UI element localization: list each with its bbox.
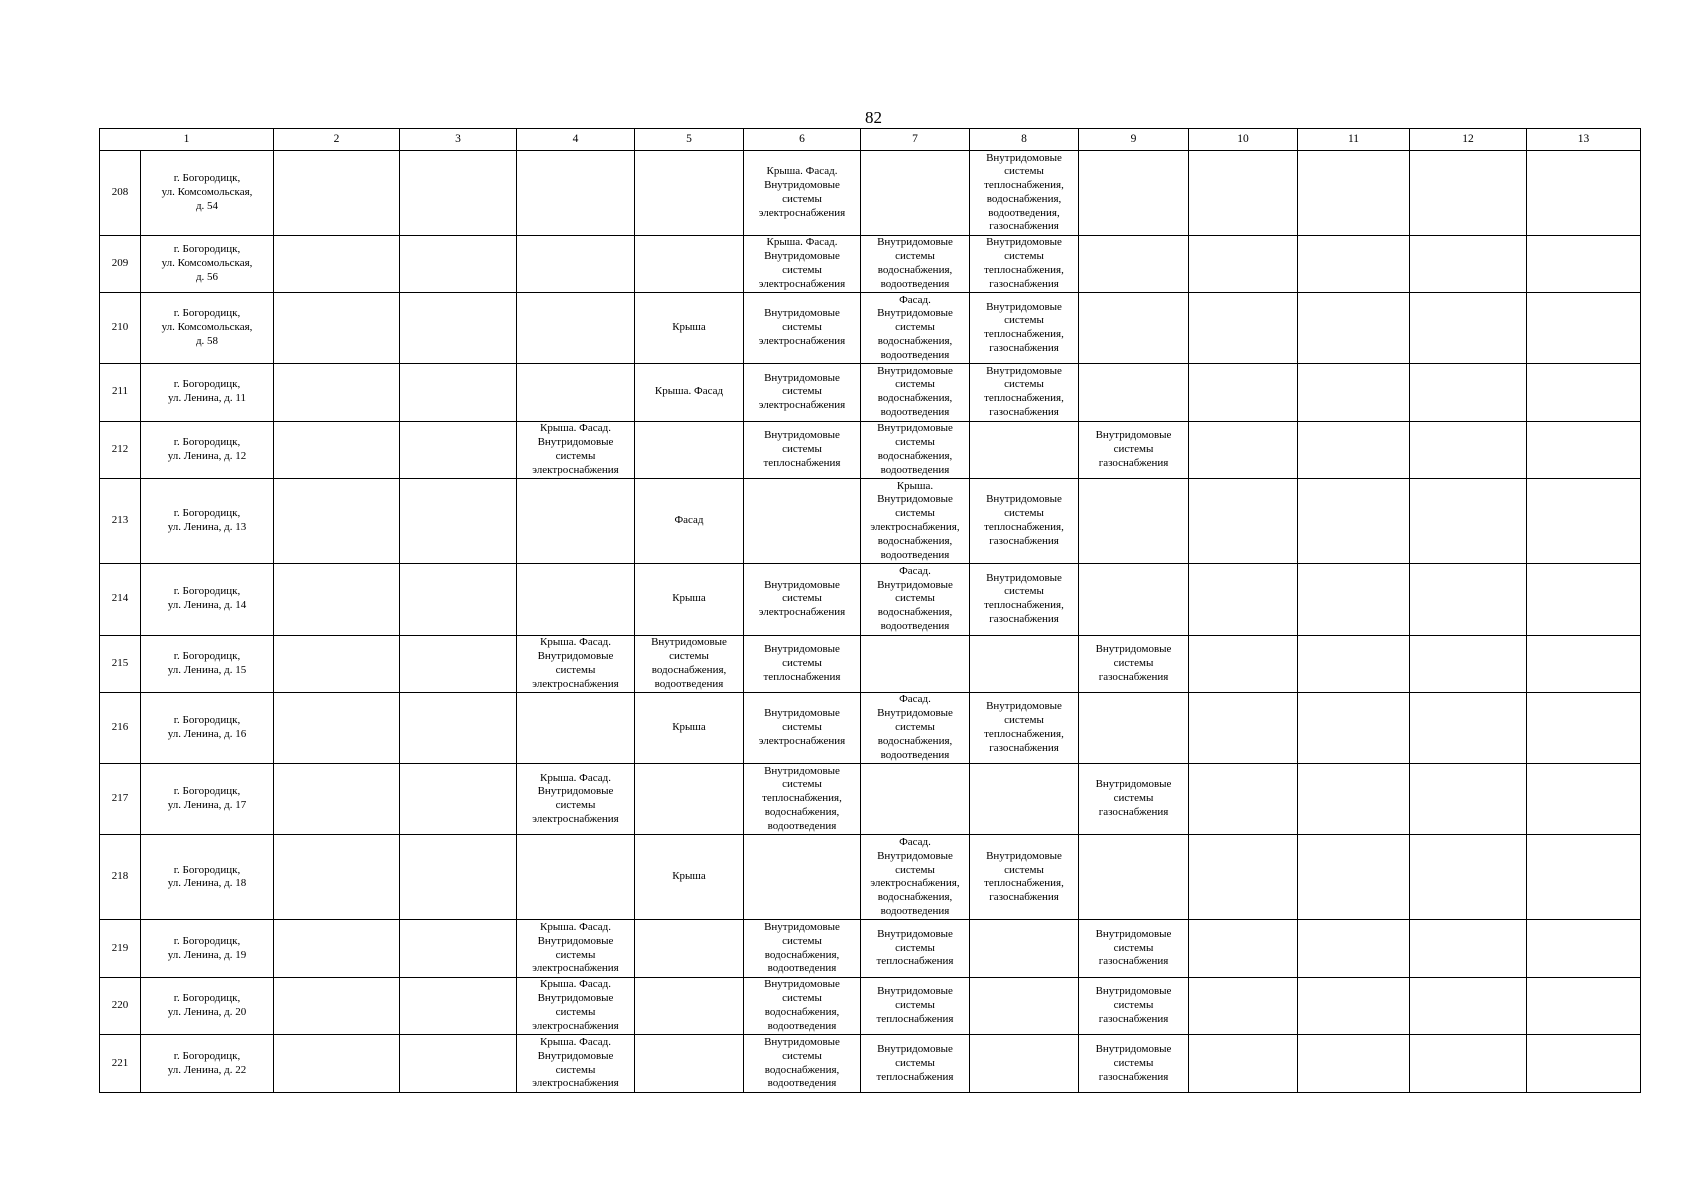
table-row (100, 1035, 1641, 1093)
work-cell-col-10 (1189, 293, 1298, 364)
work-cell-col-2 (274, 693, 400, 764)
work-cell-col-4: Крыша. Фасад. Внутридомовые системы электроснабжения (517, 977, 635, 1035)
work-cell-col-12 (1410, 763, 1527, 835)
work-cell-col-8: Внутридомовые системы теплоснабжения, газоснабжения (970, 693, 1079, 764)
work-cell-col-7: Внутридомовые системы водоснабжения, водоотведения (861, 364, 970, 422)
work-cell-col-13 (1527, 421, 1641, 479)
works-schedule-table (99, 128, 1641, 1093)
work-cell-col-7: Внутридомовые системы водоснабжения, водоотведения (861, 235, 970, 293)
work-cell-col-13 (1527, 479, 1641, 564)
work-cell-col-5 (635, 235, 744, 293)
work-cell-col-8 (970, 635, 1079, 693)
column-header: 9 (1079, 129, 1189, 151)
work-cell-col-11 (1298, 364, 1410, 422)
work-cell-col-12 (1410, 1035, 1527, 1093)
column-header: 7 (861, 129, 970, 151)
work-cell-col-4 (517, 151, 635, 236)
work-cell-col-13 (1527, 977, 1641, 1035)
column-header: 3 (400, 129, 517, 151)
column-header: 2 (274, 129, 400, 151)
work-cell-col-6: Внутридомовые системы водоснабжения, водоотведения (744, 920, 861, 978)
table-row (100, 635, 1641, 693)
work-cell-col-2 (274, 479, 400, 564)
address-cell: г. Богородицк, ул. Ленина, д. 11 (141, 364, 274, 422)
work-cell-col-11 (1298, 920, 1410, 978)
work-cell-col-10 (1189, 835, 1298, 920)
work-cell-col-12 (1410, 977, 1527, 1035)
work-cell-col-5 (635, 421, 744, 479)
row-number: 219 (100, 920, 141, 978)
work-cell-col-5: Крыша (635, 693, 744, 764)
work-cell-col-13 (1527, 151, 1641, 236)
work-cell-col-6: Крыша. Фасад. Внутридомовые системы электроснабжения (744, 235, 861, 293)
column-header: 8 (970, 129, 1079, 151)
work-cell-col-12 (1410, 479, 1527, 564)
work-cell-col-8: Внутридомовые системы теплоснабжения, газоснабжения (970, 835, 1079, 920)
work-cell-col-8: Внутридомовые системы теплоснабжения, газоснабжения (970, 293, 1079, 364)
table-row (100, 763, 1641, 835)
work-cell-col-3 (400, 977, 517, 1035)
work-cell-col-10 (1189, 693, 1298, 764)
table-body (100, 151, 1641, 1093)
work-cell-col-3 (400, 635, 517, 693)
work-cell-col-11 (1298, 479, 1410, 564)
work-cell-col-2 (274, 977, 400, 1035)
work-cell-col-7: Внутридомовые системы теплоснабжения (861, 977, 970, 1035)
work-cell-col-4 (517, 563, 635, 635)
page-number: 82 (865, 108, 882, 127)
row-number: 214 (100, 563, 141, 635)
address-cell: г. Богородицк, ул. Ленина, д. 20 (141, 977, 274, 1035)
work-cell-col-10 (1189, 421, 1298, 479)
work-cell-col-2 (274, 151, 400, 236)
work-cell-col-2 (274, 421, 400, 479)
work-cell-col-5 (635, 977, 744, 1035)
work-cell-col-11 (1298, 421, 1410, 479)
row-number: 211 (100, 364, 141, 422)
work-cell-col-2 (274, 293, 400, 364)
work-cell-col-6 (744, 835, 861, 920)
table-row (100, 235, 1641, 293)
work-cell-col-12 (1410, 421, 1527, 479)
row-number: 218 (100, 835, 141, 920)
work-cell-col-11 (1298, 563, 1410, 635)
work-cell-col-8 (970, 1035, 1079, 1093)
work-cell-col-6: Внутридомовые системы теплоснабжения (744, 635, 861, 693)
work-cell-col-7: Фасад. Внутридомовые системы водоснабжения, водоотведения (861, 693, 970, 764)
table-row (100, 151, 1641, 236)
work-cell-col-10 (1189, 763, 1298, 835)
column-header: 13 (1527, 129, 1641, 151)
work-cell-col-9 (1079, 364, 1189, 422)
work-cell-col-12 (1410, 563, 1527, 635)
work-cell-col-12 (1410, 693, 1527, 764)
table-row (100, 364, 1641, 422)
work-cell-col-2 (274, 563, 400, 635)
work-cell-col-3 (400, 293, 517, 364)
work-cell-col-12 (1410, 835, 1527, 920)
work-cell-col-5: Внутридомовые системы водоснабжения, водоотведения (635, 635, 744, 693)
table-row (100, 835, 1641, 920)
address-cell: г. Богородицк, ул. Ленина, д. 17 (141, 763, 274, 835)
work-cell-col-8: Внутридомовые системы теплоснабжения, газоснабжения (970, 479, 1079, 564)
work-cell-col-10 (1189, 920, 1298, 978)
work-cell-col-3 (400, 1035, 517, 1093)
work-cell-col-12 (1410, 235, 1527, 293)
work-cell-col-12 (1410, 920, 1527, 978)
work-cell-col-8: Внутридомовые системы теплоснабжения, водоснабжения, водоотведения, газоснабжения (970, 151, 1079, 236)
work-cell-col-6: Внутридомовые системы электроснабжения (744, 693, 861, 764)
work-cell-col-11 (1298, 693, 1410, 764)
work-cell-col-3 (400, 693, 517, 764)
column-header: 12 (1410, 129, 1527, 151)
work-cell-col-13 (1527, 235, 1641, 293)
work-cell-col-13 (1527, 364, 1641, 422)
work-cell-col-4 (517, 293, 635, 364)
row-number: 221 (100, 1035, 141, 1093)
work-cell-col-5: Крыша (635, 835, 744, 920)
work-cell-col-8: Внутридомовые системы теплоснабжения, газоснабжения (970, 235, 1079, 293)
work-cell-col-6: Внутридомовые системы теплоснабжения (744, 421, 861, 479)
row-number: 220 (100, 977, 141, 1035)
work-cell-col-9: Внутридомовые системы газоснабжения (1079, 763, 1189, 835)
work-cell-col-11 (1298, 635, 1410, 693)
work-cell-col-12 (1410, 364, 1527, 422)
work-cell-col-3 (400, 151, 517, 236)
work-cell-col-7: Крыша. Внутридомовые системы электроснабжения, водоснабжения, водоотведения (861, 479, 970, 564)
work-cell-col-3 (400, 563, 517, 635)
work-cell-col-9: Внутридомовые системы газоснабжения (1079, 635, 1189, 693)
table-row (100, 693, 1641, 764)
address-cell: г. Богородицк, ул. Ленина, д. 22 (141, 1035, 274, 1093)
work-cell-col-11 (1298, 763, 1410, 835)
row-number: 209 (100, 235, 141, 293)
work-cell-col-3 (400, 235, 517, 293)
work-cell-col-11 (1298, 151, 1410, 236)
work-cell-col-6: Внутридомовые системы электроснабжения (744, 293, 861, 364)
work-cell-col-2 (274, 763, 400, 835)
address-cell: г. Богородицк, ул. Ленина, д. 14 (141, 563, 274, 635)
work-cell-col-8 (970, 977, 1079, 1035)
work-cell-col-3 (400, 421, 517, 479)
column-header: 4 (517, 129, 635, 151)
column-header: 11 (1298, 129, 1410, 151)
row-number: 210 (100, 293, 141, 364)
work-cell-col-8 (970, 421, 1079, 479)
work-cell-col-5: Фасад (635, 479, 744, 564)
work-cell-col-5 (635, 151, 744, 236)
work-cell-col-6: Внутридомовые системы электроснабжения (744, 563, 861, 635)
work-cell-col-12 (1410, 293, 1527, 364)
work-cell-col-6: Внутридомовые системы электроснабжения (744, 364, 861, 422)
address-cell: г. Богородицк, ул. Ленина, д. 15 (141, 635, 274, 693)
work-cell-col-5: Крыша. Фасад (635, 364, 744, 422)
address-cell: г. Богородицк, ул. Ленина, д. 12 (141, 421, 274, 479)
work-cell-col-6: Крыша. Фасад. Внутридомовые системы электроснабжения (744, 151, 861, 236)
work-cell-col-9 (1079, 151, 1189, 236)
column-header: 10 (1189, 129, 1298, 151)
work-cell-col-9: Внутридомовые системы газоснабжения (1079, 421, 1189, 479)
work-cell-col-4 (517, 364, 635, 422)
work-cell-col-6: Внутридомовые системы водоснабжения, водоотведения (744, 1035, 861, 1093)
work-cell-col-7 (861, 635, 970, 693)
row-number: 215 (100, 635, 141, 693)
work-cell-col-13 (1527, 1035, 1641, 1093)
work-cell-col-9: Внутридомовые системы газоснабжения (1079, 920, 1189, 978)
table-row (100, 563, 1641, 635)
work-cell-col-10 (1189, 235, 1298, 293)
work-cell-col-7: Фасад. Внутридомовые системы водоснабжения, водоотведения (861, 563, 970, 635)
column-header: 1 (100, 129, 274, 151)
work-cell-col-3 (400, 920, 517, 978)
work-cell-col-9 (1079, 235, 1189, 293)
work-cell-col-4 (517, 235, 635, 293)
work-cell-col-11 (1298, 835, 1410, 920)
work-cell-col-9: Внутридомовые системы газоснабжения (1079, 1035, 1189, 1093)
work-cell-col-13 (1527, 293, 1641, 364)
work-cell-col-9: Внутридомовые системы газоснабжения (1079, 977, 1189, 1035)
address-cell: г. Богородицк, ул. Комсомольская, д. 54 (141, 151, 274, 236)
work-cell-col-7: Внутридомовые системы теплоснабжения (861, 1035, 970, 1093)
work-cell-col-6 (744, 479, 861, 564)
address-cell: г. Богородицк, ул. Комсомольская, д. 58 (141, 293, 274, 364)
work-cell-col-9 (1079, 479, 1189, 564)
row-number: 217 (100, 763, 141, 835)
column-number-row (100, 129, 1641, 151)
column-header: 6 (744, 129, 861, 151)
row-number: 212 (100, 421, 141, 479)
address-cell: г. Богородицк, ул. Ленина, д. 16 (141, 693, 274, 764)
work-cell-col-8: Внутридомовые системы теплоснабжения, газоснабжения (970, 563, 1079, 635)
work-cell-col-13 (1527, 693, 1641, 764)
work-cell-col-10 (1189, 635, 1298, 693)
work-cell-col-6: Внутридомовые системы водоснабжения, водоотведения (744, 977, 861, 1035)
work-cell-col-8 (970, 763, 1079, 835)
work-cell-col-13 (1527, 635, 1641, 693)
work-cell-col-7: Внутридомовые системы водоснабжения, водоотведения (861, 421, 970, 479)
work-cell-col-10 (1189, 563, 1298, 635)
work-cell-col-10 (1189, 364, 1298, 422)
work-cell-col-4: Крыша. Фасад. Внутридомовые системы электроснабжения (517, 920, 635, 978)
work-cell-col-4 (517, 835, 635, 920)
work-cell-col-10 (1189, 1035, 1298, 1093)
work-cell-col-11 (1298, 235, 1410, 293)
address-cell: г. Богородицк, ул. Комсомольская, д. 56 (141, 235, 274, 293)
work-cell-col-2 (274, 1035, 400, 1093)
work-cell-col-11 (1298, 977, 1410, 1035)
address-cell: г. Богородицк, ул. Ленина, д. 19 (141, 920, 274, 978)
work-cell-col-6: Внутридомовые системы теплоснабжения, водоснабжения, водоотведения (744, 763, 861, 835)
work-cell-col-9 (1079, 293, 1189, 364)
work-cell-col-7: Фасад. Внутридомовые системы электроснабжения, водоснабжения, водоотведения (861, 835, 970, 920)
work-cell-col-10 (1189, 151, 1298, 236)
work-cell-col-2 (274, 364, 400, 422)
work-cell-col-3 (400, 479, 517, 564)
work-cell-col-8 (970, 920, 1079, 978)
work-cell-col-3 (400, 364, 517, 422)
work-cell-col-5 (635, 920, 744, 978)
work-cell-col-2 (274, 835, 400, 920)
work-cell-col-5: Крыша (635, 563, 744, 635)
table-row (100, 293, 1641, 364)
work-cell-col-5: Крыша (635, 293, 744, 364)
table-row (100, 977, 1641, 1035)
work-cell-col-3 (400, 763, 517, 835)
table-row (100, 479, 1641, 564)
work-cell-col-11 (1298, 293, 1410, 364)
work-cell-col-4 (517, 693, 635, 764)
table-row (100, 421, 1641, 479)
work-cell-col-11 (1298, 1035, 1410, 1093)
work-cell-col-12 (1410, 635, 1527, 693)
address-cell: г. Богородицк, ул. Ленина, д. 18 (141, 835, 274, 920)
work-cell-col-7 (861, 151, 970, 236)
work-cell-col-7: Внутридомовые системы теплоснабжения (861, 920, 970, 978)
work-cell-col-4: Крыша. Фасад. Внутридомовые системы электроснабжения (517, 421, 635, 479)
work-cell-col-9 (1079, 835, 1189, 920)
work-cell-col-9 (1079, 693, 1189, 764)
work-cell-col-5 (635, 1035, 744, 1093)
work-cell-col-12 (1410, 151, 1527, 236)
work-cell-col-2 (274, 920, 400, 978)
work-cell-col-13 (1527, 563, 1641, 635)
table-row (100, 920, 1641, 978)
work-cell-col-4: Крыша. Фасад. Внутридомовые системы электроснабжения (517, 635, 635, 693)
work-cell-col-2 (274, 635, 400, 693)
work-cell-col-9 (1079, 563, 1189, 635)
work-cell-col-7: Фасад. Внутридомовые системы водоснабжения, водоотведения (861, 293, 970, 364)
work-cell-col-4: Крыша. Фасад. Внутридомовые системы электроснабжения (517, 763, 635, 835)
row-number: 208 (100, 151, 141, 236)
work-cell-col-13 (1527, 835, 1641, 920)
work-cell-col-7 (861, 763, 970, 835)
column-header: 5 (635, 129, 744, 151)
work-cell-col-8: Внутридомовые системы теплоснабжения, газоснабжения (970, 364, 1079, 422)
address-cell: г. Богородицк, ул. Ленина, д. 13 (141, 479, 274, 564)
work-cell-col-13 (1527, 920, 1641, 978)
row-number: 216 (100, 693, 141, 764)
work-cell-col-13 (1527, 763, 1641, 835)
work-cell-col-10 (1189, 479, 1298, 564)
work-cell-col-4 (517, 479, 635, 564)
work-cell-col-5 (635, 763, 744, 835)
work-cell-col-10 (1189, 977, 1298, 1035)
row-number: 213 (100, 479, 141, 564)
work-cell-col-3 (400, 835, 517, 920)
work-cell-col-4: Крыша. Фасад. Внутридомовые системы электроснабжения (517, 1035, 635, 1093)
work-cell-col-2 (274, 235, 400, 293)
